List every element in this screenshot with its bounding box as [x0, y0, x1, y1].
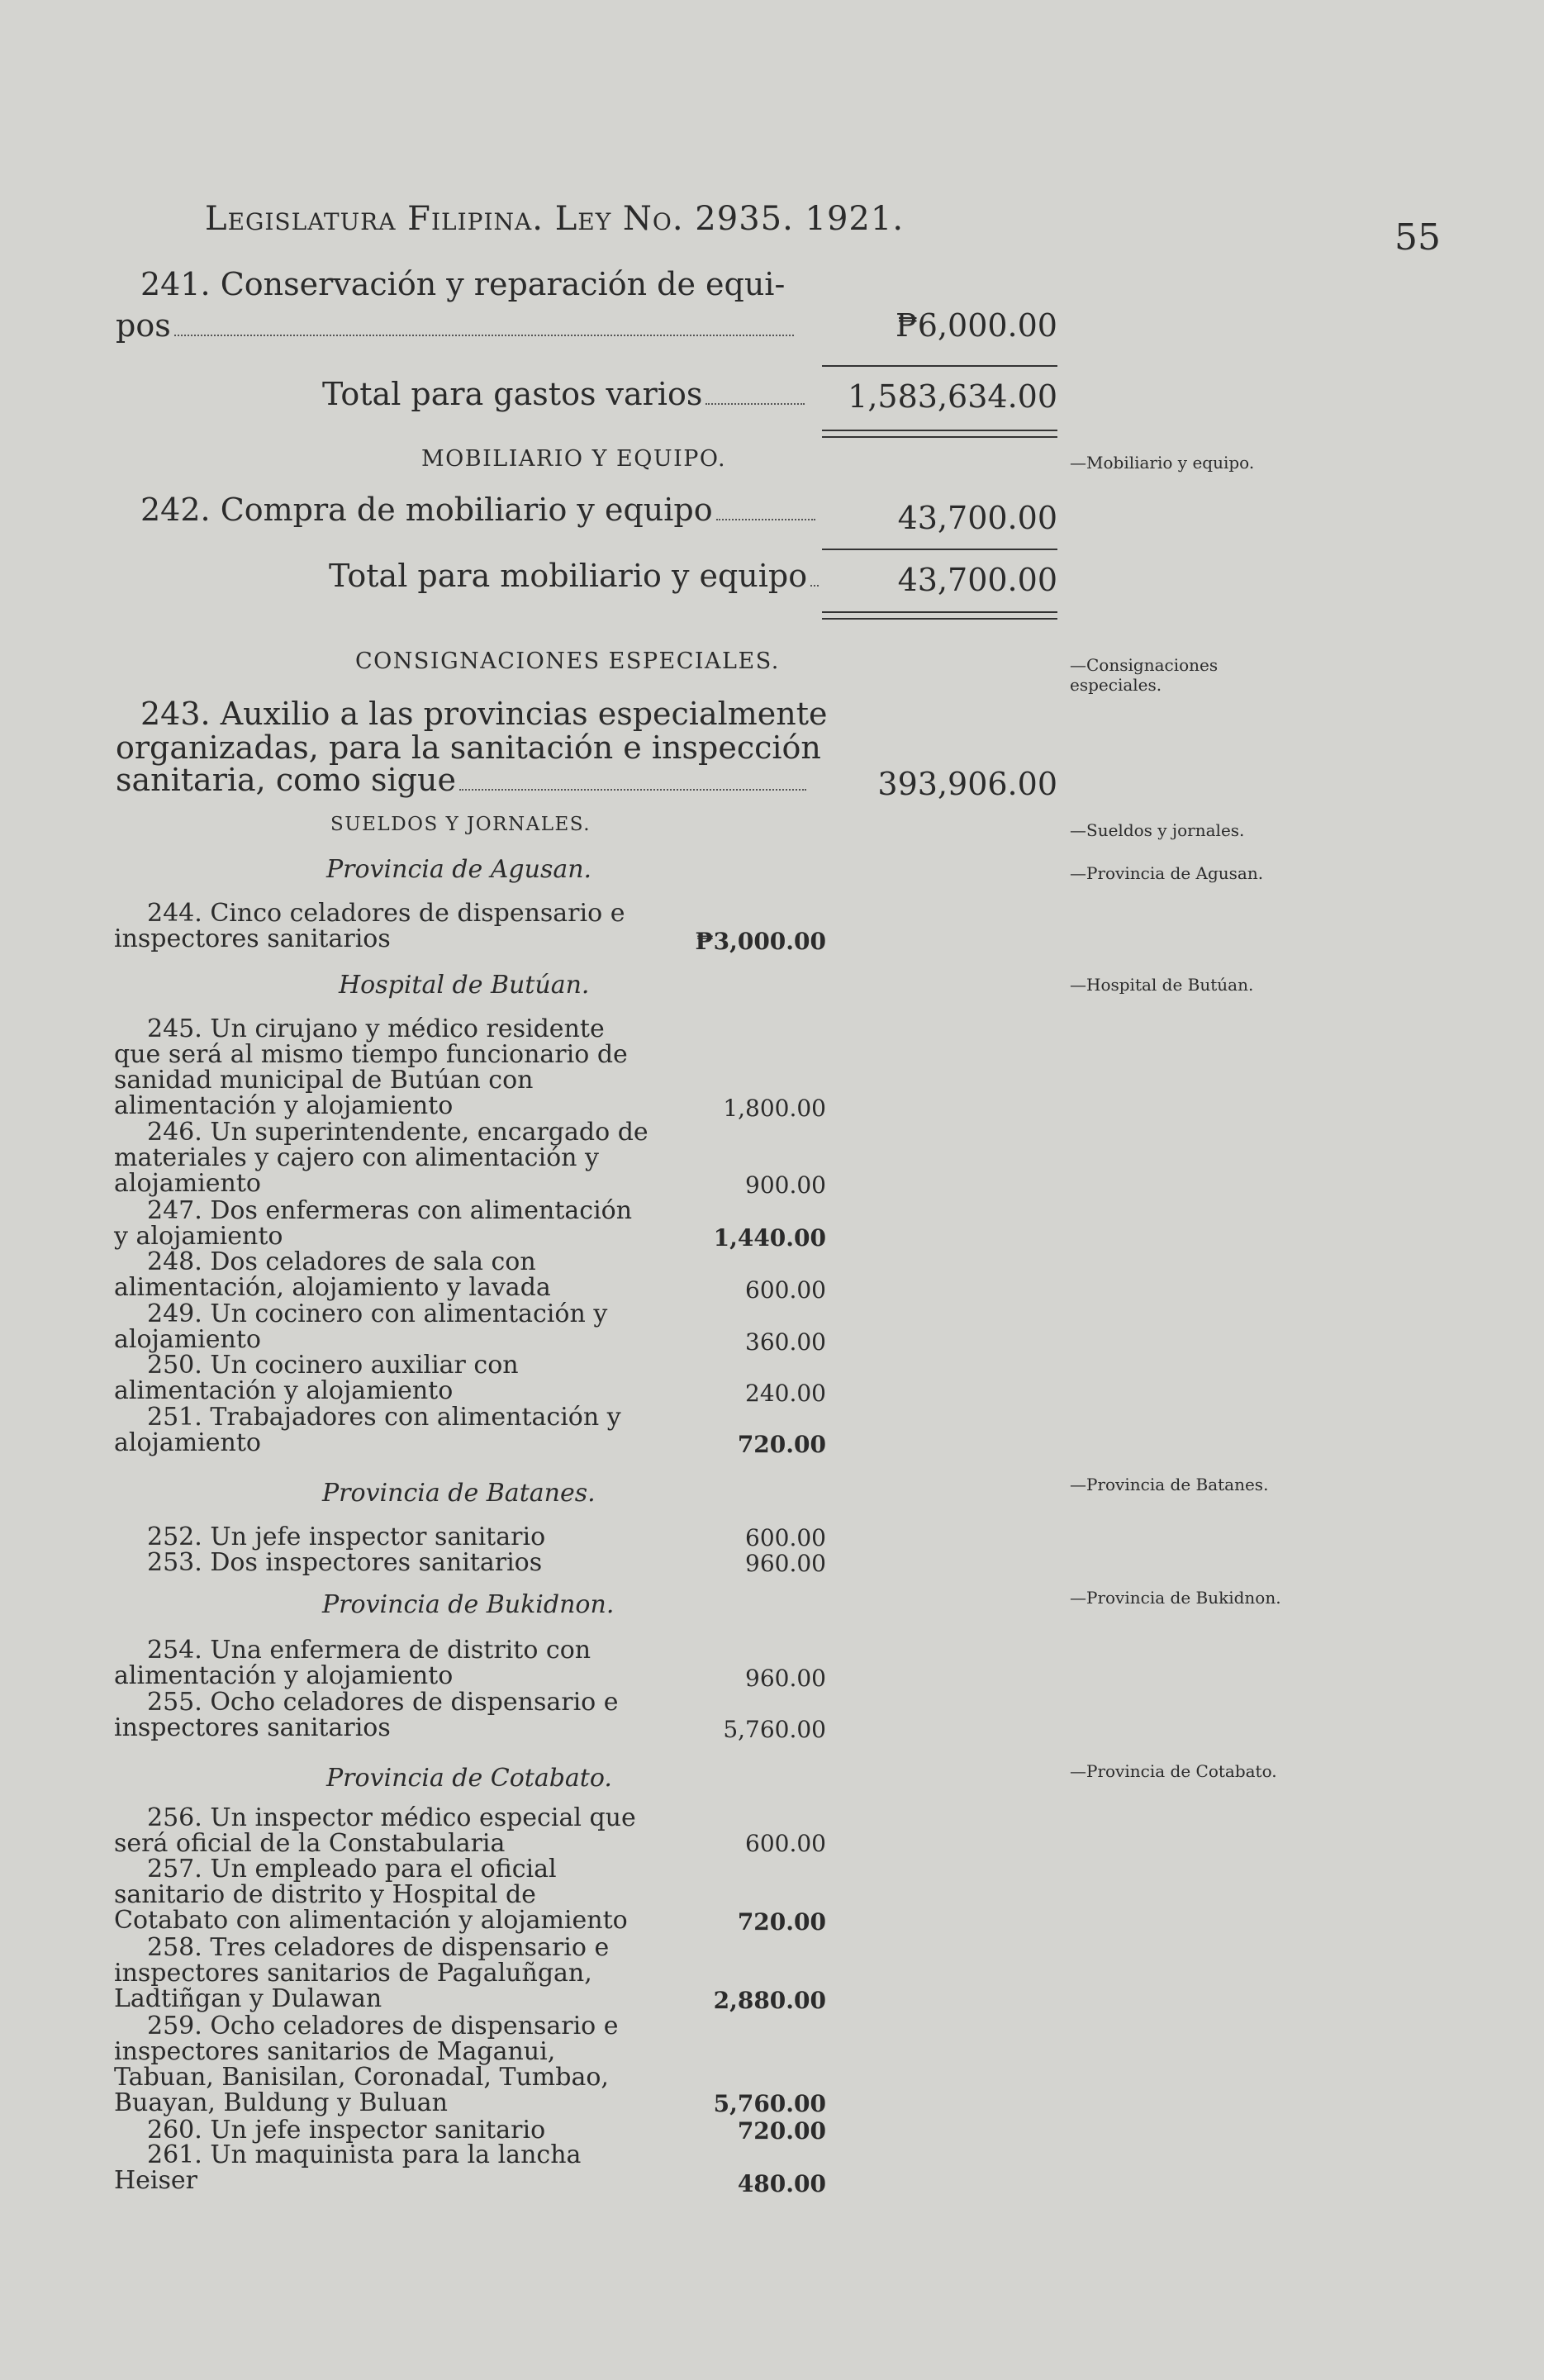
list-item-246: 246. Un superintendente, encargado de materiales y cajero con alimentación y alojamiento — [114, 1118, 648, 1198]
amount-251: 720.00 — [737, 1431, 826, 1458]
item-243-amount: 393,906.00 — [877, 766, 1057, 802]
double-rule-2-bottom — [822, 618, 1057, 620]
mobiliario-heading: MOBILIARIO Y EQUIPO. — [421, 446, 727, 472]
list-item-256: 256. Un inspector médico especial que será oficial de la Constabularia — [114, 1803, 636, 1858]
item-242-amount: 43,700.00 — [897, 500, 1057, 536]
item-241-line2-text: pos — [116, 307, 171, 344]
margin-note-sueldos: —Sueldos y jornales. — [1070, 820, 1245, 840]
prov-cotabato-heading: Provincia de Cotabato. — [326, 1764, 612, 1793]
total-varios-amount: 1,583,634.00 — [848, 378, 1057, 415]
running-title: Legislatura Filipina. Ley No. 2935. 1921. — [205, 200, 905, 238]
total-varios-text: Total para gastos varios — [322, 376, 703, 412]
item-243-line2: organizadas, para la sanitación e inspección — [116, 729, 821, 766]
item-242-label — [140, 492, 819, 528]
item-243-line3-text: sanitaria, como sigue — [116, 762, 456, 798]
list-item-258: 258. Tres celadores de dispensario e inspectores sanitarios de Pagaluñgan, Ladtiñgan y Dulawan — [114, 1933, 610, 2013]
item-242-text: 242. Compra de mobiliario y equipo — [140, 492, 713, 528]
amount-250: 240.00 — [745, 1380, 826, 1407]
subtotal-rule-2 — [822, 549, 1057, 550]
margin-note-mobiliario: —Mobiliario y equipo. — [1070, 453, 1255, 473]
double-rule-top — [822, 430, 1057, 431]
item-243-line3 — [116, 762, 810, 798]
double-rule-2-top — [822, 611, 1057, 613]
prov-agusan-heading: Provincia de Agusan. — [326, 855, 592, 884]
consignaciones-heading: CONSIGNACIONES ESPECIALES. — [355, 648, 780, 674]
list-item-244: 244. Cinco celadores de dispensario e inspectores sanitarios — [114, 899, 625, 953]
margin-note-agusan: —Provincia de Agusan. — [1070, 863, 1264, 883]
list-item-251: 251. Trabajadores con alimentación y alojamiento — [114, 1403, 621, 1457]
total-mobiliario-label — [329, 558, 822, 594]
item-243-line1: 243. Auxilio a las provincias especialmente — [140, 696, 828, 732]
double-rule-bottom — [822, 436, 1057, 438]
prov-bukidnon-heading: Provincia de Bukidnon. — [322, 1590, 615, 1619]
hospital-butuan-heading: Hospital de Butúan. — [339, 971, 590, 1000]
item-241-line2 — [116, 307, 797, 344]
amount-260: 720.00 — [737, 2117, 826, 2145]
list-item-253: 253. Dos inspectores sanitarios — [147, 1548, 543, 1577]
item-241-amount: ₱6,000.00 — [895, 307, 1057, 344]
margin-note-batanes: —Provincia de Batanes. — [1070, 1475, 1269, 1494]
prov-batanes-heading: Provincia de Batanes. — [322, 1479, 596, 1508]
amount-245: 1,800.00 — [723, 1095, 826, 1122]
amount-257: 720.00 — [737, 1908, 826, 1936]
margin-note-bukidnon: —Provincia de Bukidnon. — [1070, 1588, 1281, 1608]
subtotal-rule — [822, 365, 1057, 367]
list-item-261: 261. Un maquinista para la lancha Heiser — [114, 2140, 582, 2195]
item-241-line1: 241. Conservación y reparación de equi- — [140, 266, 786, 302]
amount-258: 2,880.00 — [713, 1987, 826, 2014]
amount-244: ₱3,000.00 — [695, 928, 826, 955]
sueldos-heading: SUELDOS Y JORNALES. — [330, 814, 591, 835]
amount-249: 360.00 — [745, 1328, 826, 1356]
list-item-252: 252. Un jefe inspector sanitario — [147, 1523, 546, 1551]
list-item-245: 245. Un cirujano y médico residente que será al mismo tiempo funcionario de sanidad municipal de Butúan con alimentación y alojamiento — [114, 1014, 628, 1120]
list-item-257: 257. Un empleado para el oficial sanitario de distrito y Hospital de Cotabato con alimentación y alojamiento — [114, 1855, 628, 1935]
list-item-255: 255. Ocho celadores de dispensario e inspectores sanitarios — [114, 1688, 619, 1742]
list-item-247: 247. Dos enfermeras con alimentación y alojamiento — [114, 1196, 633, 1251]
margin-note-consignaciones: —Consignaciones especiales. — [1070, 655, 1219, 695]
margin-note-cotabato: —Provincia de Cotabato. — [1070, 1761, 1277, 1781]
amount-247: 1,440.00 — [713, 1224, 826, 1252]
amount-256: 600.00 — [745, 1830, 826, 1857]
amount-248: 600.00 — [745, 1276, 826, 1304]
amount-259: 5,760.00 — [713, 2090, 826, 2117]
list-item-254: 254. Una enfermera de distrito con alimentación y alojamiento — [114, 1636, 591, 1690]
total-mobiliario-text: Total para mobiliario y equipo — [329, 558, 808, 594]
list-item-259: 259. Ocho celadores de dispensario e inspectores sanitarios de Maganui, Tabuan, Banisilan, Coronadal, Tumbao, Buayan, Buldung y Buluan — [114, 2012, 619, 2117]
list-item-250: 250. Un cocinero auxiliar con alimentación y alojamiento — [114, 1351, 519, 1405]
amount-252: 600.00 — [745, 1524, 826, 1551]
margin-note-butuan: —Hospital de Butúan. — [1070, 975, 1254, 995]
list-item-260: 260. Un jefe inspector sanitario — [147, 2116, 546, 2145]
amount-254: 960.00 — [745, 1665, 826, 1692]
total-varios-label — [322, 376, 808, 412]
amount-246: 900.00 — [745, 1171, 826, 1199]
list-item-249: 249. Un cocinero con alimentación y alojamiento — [114, 1299, 608, 1354]
amount-253: 960.00 — [745, 1550, 826, 1577]
amount-261: 480.00 — [737, 2170, 826, 2197]
page-number: 55 — [1394, 216, 1441, 259]
amount-255: 5,760.00 — [723, 1716, 826, 1743]
total-mobiliario-amount: 43,700.00 — [897, 562, 1057, 598]
list-item-248: 248. Dos celadores de sala con alimentación, alojamiento y lavada — [114, 1247, 551, 1302]
